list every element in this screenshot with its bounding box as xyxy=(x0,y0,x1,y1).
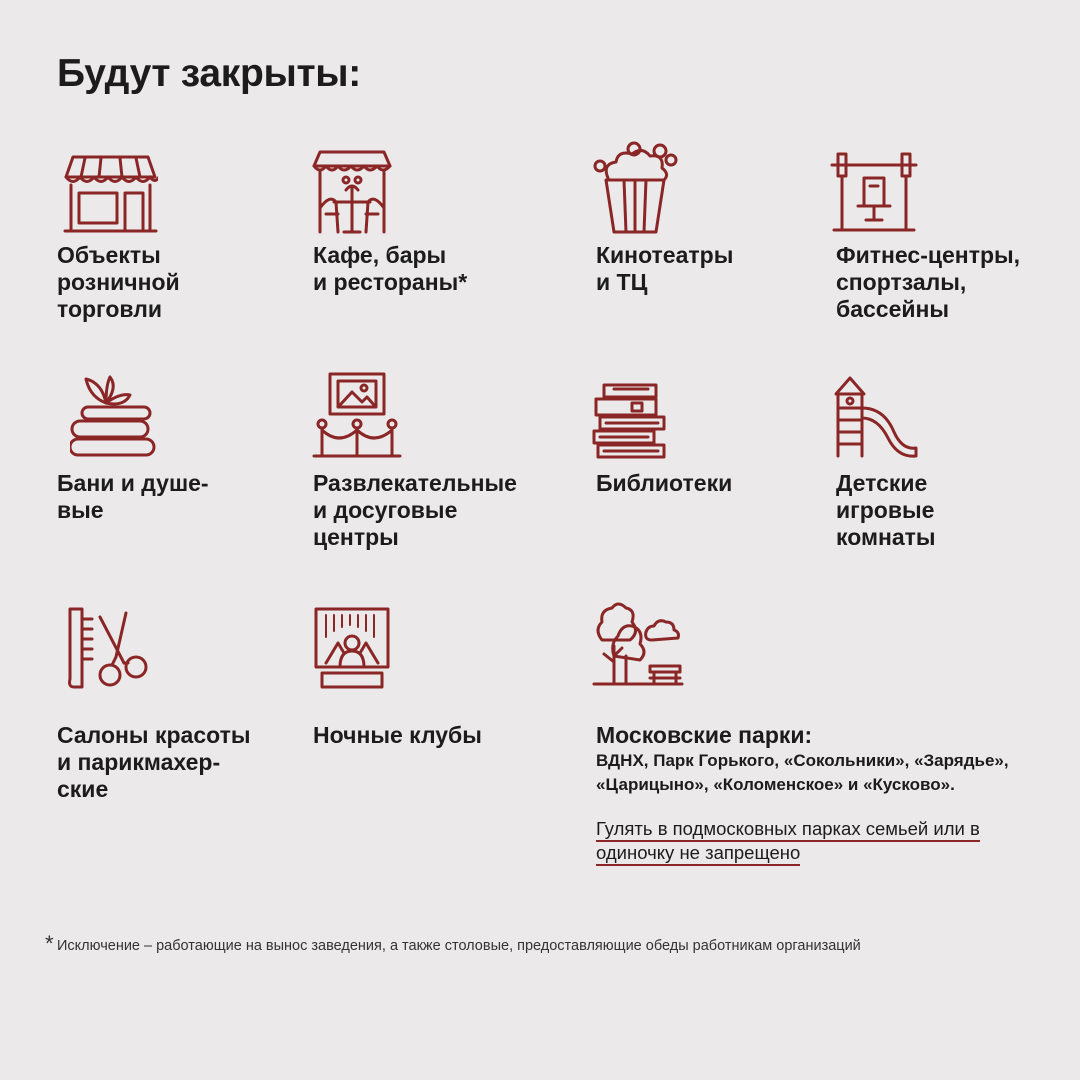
footnote-asterisk: * xyxy=(45,931,54,956)
scissors-comb-icon xyxy=(66,605,152,690)
cafe-icon xyxy=(312,150,392,235)
playground-icon xyxy=(832,374,918,460)
parks-note xyxy=(596,817,1016,865)
nightclub-icon xyxy=(312,607,392,689)
footnote xyxy=(45,931,1005,956)
label-entertainment: Развлекательные и досуговые центры xyxy=(313,470,517,550)
shop-icon xyxy=(63,155,158,235)
parks-list: ВДНХ, Парк Горького, «Сокольники», «Зарядье», «Царицыно», «Коломенское» и «Кусково». xyxy=(596,751,1009,794)
popcorn-icon xyxy=(590,140,680,235)
books-icon xyxy=(592,383,672,461)
footnote-text: Исключение – работающие на вынос заведения, а также столовые, предоставляющие обеды работникам организаций xyxy=(57,938,861,954)
label-retail: Объекты розничной торговли xyxy=(57,242,180,322)
label-libraries: Библиотеки xyxy=(596,470,733,496)
museum-icon xyxy=(312,372,402,460)
label-cafes: Кафе, бары и рестораны* xyxy=(313,242,468,295)
label-baths: Бани и душе- вые xyxy=(57,470,209,523)
park-icon xyxy=(592,600,684,690)
label-nightclubs: Ночные клубы xyxy=(313,722,482,748)
label-salons: Салоны красоты и парикмахер- ские xyxy=(57,722,251,802)
label-fitness: Фитнес-центры, спортзалы, бассейны xyxy=(836,242,1021,322)
parks-title: Московские парки: xyxy=(596,722,813,748)
label-cinemas: Кинотеатры и ТЦ xyxy=(596,242,734,295)
page-title: Будут закрыты: xyxy=(57,52,361,95)
label-kids-rooms: Детские игровые комнаты xyxy=(836,470,936,550)
gym-icon xyxy=(830,150,918,235)
parks-note-text: Гулять в подмосковных парках семьей или в одиночку не запрещено xyxy=(596,818,980,866)
spa-icon xyxy=(70,375,160,460)
